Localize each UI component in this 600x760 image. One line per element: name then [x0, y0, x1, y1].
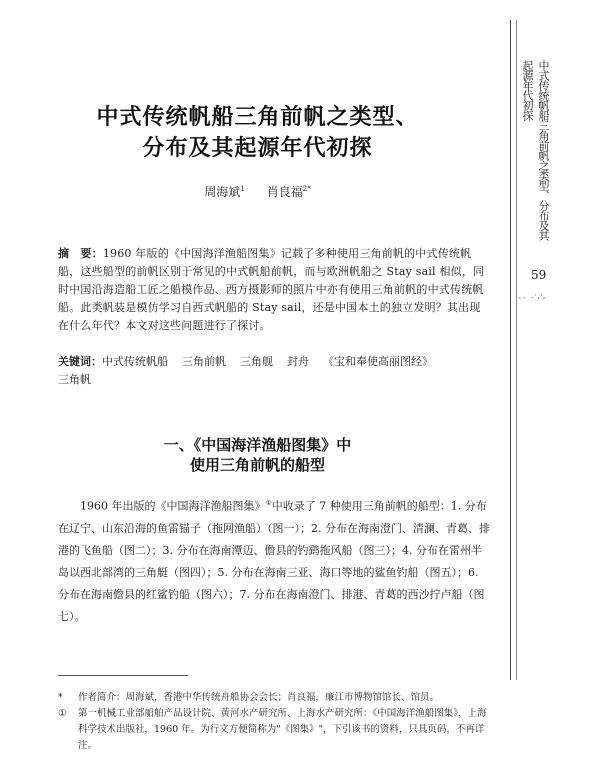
keyword: 三角前帆	[182, 355, 226, 368]
running-header-title: 中式传统帆船三角前帆之类型、分布及其	[537, 60, 550, 240]
footnote-mark: *	[58, 692, 63, 703]
footnote-ref: ①	[265, 499, 272, 507]
author-affiliation-mark: 2*	[302, 185, 311, 193]
abstract-label: 摘 要：	[58, 247, 103, 260]
footnotes	[58, 690, 492, 754]
author-line	[0, 183, 515, 200]
keyword: 中式传统帆船	[102, 355, 168, 368]
article-title-line-2: 分布及其起源年代初探	[142, 136, 373, 161]
abstract-text: 1960 年版的《中国海洋渔船图集》记载了多种使用三角前帆的中式传统帆船，这些船型的前帆区别于常见的中式帆船前帆，而与欧洲帆船之 Stay sail 相似，同时中国沿海造船工匠之船模作品、西方摄影师的照片中亦有使用三角前帆的中式传统帆船。此类帆装是模仿学习自西式帆船的 Stay sail，还是中国本土的独立发明？其出现在什么年代？本文对这些问题进行了探讨。	[58, 247, 485, 332]
footnote	[58, 706, 492, 754]
footnote-text: 作者简介：周海斌，香港中华传统舟船协会会长；肖良福，廉江市博物馆馆长、馆员。	[78, 692, 440, 703]
body-text: 中收录了 7 种使用三角前帆的船型：1. 分布在辽宁、山东沿海的鱼雷锚子（拖网渔船）（图一）；2. 分布在海南澄门、清澜、青葛、排港的飞鱼船（图二）；3. 分布在海南潭迈、儋县的钓鹞拖风船（图三）；4. 分布在雷州半岛以西北部湾的三角艇（图四）；5. 分布在海南三亚、海口等地的鲨鱼钓船（图五）；6. 分布在海南儋县的红鲨钓船（图六）；7. 分布在海南澄门、排港、青葛的西沙拧卢船（图七）。	[58, 499, 490, 623]
body-intro: 1960 年出版的《中国海洋渔船图集》	[80, 499, 266, 513]
footnote	[58, 690, 492, 706]
scan-smudge: ·、、.·,·,	[515, 291, 546, 301]
page-number: 59	[531, 268, 547, 282]
article-title-line-1: 中式传统帆船三角前帆之类型、	[96, 105, 419, 130]
author-name: 肖良福	[266, 185, 303, 199]
section-heading-line-1: 一、《中国海洋渔船图集》中	[163, 436, 352, 454]
keyword: 《宝和奉使高丽图经》	[323, 355, 433, 368]
keyword: 封舟	[287, 355, 309, 368]
footnote-mark: ①	[58, 708, 67, 719]
running-header-title-cont: 起源年代初探	[521, 60, 534, 120]
footnote-text: 第一机械工业部船舶产品设计院、黄河水产研究所、上海水产研究所：《中国海洋渔船图集》，上海科学技术出版社，1960 年。为行文方便简称为"《图集》"，下引该书的资料，只具页码，不再详注。	[78, 708, 487, 751]
author-name: 周海斌	[204, 185, 241, 199]
abstract	[58, 245, 490, 335]
keyword: 三角舰	[240, 355, 273, 368]
keywords-label: 关键词：	[58, 355, 102, 368]
author-affiliation-mark: 1	[240, 185, 245, 193]
footnote-rule	[58, 675, 188, 676]
body-paragraph	[58, 492, 492, 628]
keyword: 三角帆	[58, 373, 91, 386]
keywords	[58, 353, 490, 389]
side-rule-inner	[516, 20, 517, 680]
section-heading-line-2: 使用三角前帆的船型	[189, 456, 325, 474]
